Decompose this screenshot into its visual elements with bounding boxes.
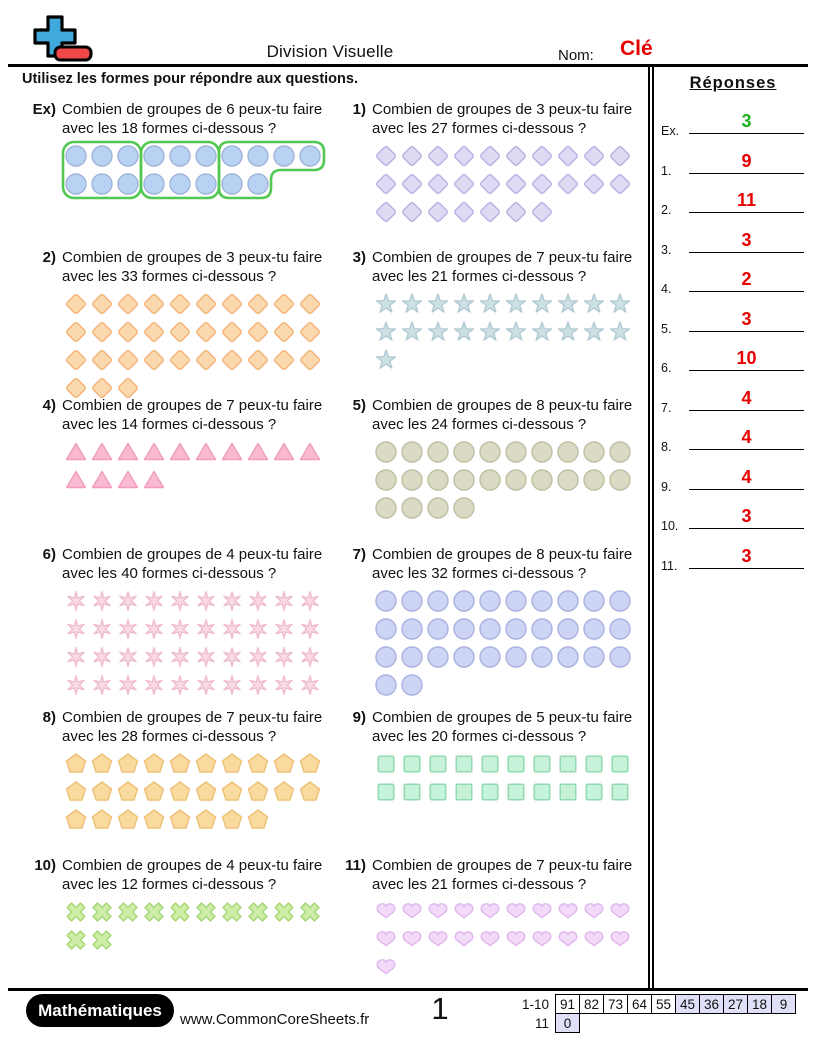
problem-number: 1) bbox=[352, 101, 366, 118]
question-line-2: avec les 21 formes ci-dessous ? bbox=[372, 876, 587, 893]
problem-block bbox=[28, 708, 340, 843]
question-line-1: Combien de groupes de 3 peux-tu faire bbox=[372, 101, 633, 118]
answer-line bbox=[689, 212, 804, 213]
answer-line bbox=[689, 133, 804, 134]
score-cell: 45 bbox=[676, 995, 700, 1014]
score-cell: 55 bbox=[652, 995, 676, 1014]
answer-row bbox=[656, 144, 810, 182]
question-line-1: Combien de groupes de 7 peux-tu faire bbox=[62, 709, 323, 726]
shape-grid bbox=[60, 288, 340, 411]
score-row bbox=[522, 995, 796, 1014]
question-line-2: avec les 18 formes ci-dessous ? bbox=[62, 120, 277, 137]
question-line-2: avec les 21 formes ci-dessous ? bbox=[372, 268, 587, 285]
shape-grid bbox=[370, 140, 650, 235]
score-cell: 9 bbox=[772, 995, 796, 1014]
answer-row bbox=[656, 341, 810, 379]
score-cell: 73 bbox=[604, 995, 628, 1014]
score-grid bbox=[522, 994, 796, 1033]
problem-number: Ex) bbox=[32, 101, 56, 118]
answer-row bbox=[656, 499, 810, 537]
problem-block bbox=[338, 248, 650, 383]
page-number: 1 bbox=[431, 991, 449, 1026]
shape-grid bbox=[60, 896, 340, 963]
math-plus-logo-icon bbox=[18, 14, 98, 66]
answer-line bbox=[689, 291, 804, 292]
answer-row bbox=[656, 302, 810, 340]
problem-block bbox=[28, 856, 340, 963]
shape-grid bbox=[60, 585, 340, 708]
problem-number: 8) bbox=[42, 709, 56, 726]
shape-grid bbox=[60, 436, 340, 503]
answer-value: 4 bbox=[741, 387, 752, 408]
score-cell: 18 bbox=[748, 995, 772, 1014]
question-line-1: Combien de groupes de 3 peux-tu faire bbox=[62, 249, 323, 266]
problem-number: 5) bbox=[352, 397, 366, 414]
score-row bbox=[522, 1014, 796, 1033]
name-label: Nom: bbox=[558, 47, 594, 64]
answer-value: 9 bbox=[741, 150, 752, 171]
score-cell: 27 bbox=[724, 995, 748, 1014]
instructions-text: Utilisez les formes pour répondre aux questions. bbox=[22, 71, 358, 87]
answer-row bbox=[656, 539, 810, 577]
shape-grid bbox=[370, 288, 650, 383]
answer-label: 1. bbox=[661, 163, 672, 178]
problem-block bbox=[338, 856, 650, 991]
problem-block bbox=[28, 248, 340, 411]
answer-value: 4 bbox=[741, 427, 752, 447]
problem-block bbox=[28, 100, 340, 207]
answer-row bbox=[656, 183, 810, 221]
question-line-1: Combien de groupes de 7 peux-tu faire bbox=[62, 397, 323, 414]
answer-line bbox=[689, 410, 804, 411]
problem-number: 7) bbox=[352, 546, 366, 563]
question-line-1: Combien de groupes de 5 peux-tu faire bbox=[372, 709, 633, 726]
answer-line bbox=[689, 568, 804, 569]
answer-value: 4 bbox=[741, 466, 752, 487]
question-line-2: avec les 14 formes ci-dessous ? bbox=[62, 416, 277, 433]
question-line-1: Combien de groupes de 7 peux-tu faire bbox=[372, 857, 633, 874]
answer-line bbox=[689, 449, 804, 450]
answer-row bbox=[656, 420, 810, 458]
question-line-2: avec les 27 formes ci-dessous ? bbox=[372, 120, 587, 137]
question-line-2: avec les 32 formes ci-dessous ? bbox=[372, 565, 587, 582]
score-cell: 0 bbox=[556, 1014, 580, 1033]
question-line-1: Combien de groupes de 8 peux-tu faire bbox=[372, 397, 633, 414]
problem-block bbox=[28, 396, 340, 503]
problem-block bbox=[338, 100, 650, 235]
problem-number: 10) bbox=[34, 857, 56, 874]
answers-divider bbox=[648, 67, 654, 988]
answer-row bbox=[656, 104, 810, 142]
shape-grid bbox=[370, 896, 650, 991]
problem-number: 9) bbox=[352, 709, 366, 726]
answer-value: 3 bbox=[741, 506, 752, 526]
answer-row bbox=[656, 262, 810, 300]
answer-line bbox=[689, 489, 804, 490]
brand-badge: Mathématiques bbox=[26, 994, 174, 1027]
answer-line bbox=[689, 173, 804, 174]
shape-grid bbox=[370, 585, 650, 708]
shape-grid bbox=[60, 748, 340, 843]
question-line-1: Combien de groupes de 6 peux-tu faire bbox=[62, 101, 323, 118]
name-value: Clé bbox=[620, 37, 653, 60]
answer-label: 9. bbox=[661, 479, 672, 494]
score-cell: 91 bbox=[556, 995, 580, 1014]
answer-label: 8. bbox=[661, 440, 672, 454]
answer-value: 3 bbox=[741, 111, 752, 131]
score-row-label: 1-10 bbox=[521, 996, 549, 1012]
answers-title: Réponses bbox=[689, 74, 777, 92]
answer-row bbox=[656, 460, 810, 498]
answer-value: 2 bbox=[741, 269, 752, 289]
footer-rule bbox=[8, 988, 808, 991]
problem-number: 2) bbox=[42, 249, 56, 266]
answer-line bbox=[689, 252, 804, 253]
problem-number: 6) bbox=[42, 546, 56, 563]
answer-value: 11 bbox=[736, 190, 757, 210]
answer-label: 4. bbox=[661, 282, 672, 296]
score-cell: 64 bbox=[628, 995, 652, 1014]
shape-grid bbox=[370, 748, 650, 815]
answer-label: Ex. bbox=[661, 124, 680, 138]
answer-label: 2. bbox=[661, 203, 672, 217]
score-cell: 82 bbox=[580, 995, 604, 1014]
answer-value: 3 bbox=[741, 545, 752, 566]
site-url: www.CommonCoreSheets.fr bbox=[180, 1011, 370, 1028]
problem-number: 3) bbox=[352, 249, 366, 266]
answer-label: 3. bbox=[661, 242, 672, 257]
answer-label: 6. bbox=[661, 361, 672, 375]
answer-label: 10. bbox=[661, 519, 679, 533]
shape-grid bbox=[370, 436, 650, 531]
answer-value: 10 bbox=[736, 348, 757, 368]
answer-line bbox=[689, 528, 804, 529]
answer-row bbox=[656, 223, 810, 261]
header-rule bbox=[8, 64, 808, 67]
problem-block bbox=[338, 396, 650, 531]
question-line-2: avec les 40 formes ci-dessous ? bbox=[62, 565, 277, 582]
question-line-2: avec les 12 formes ci-dessous ? bbox=[62, 876, 277, 893]
question-line-2: avec les 20 formes ci-dessous ? bbox=[372, 728, 587, 745]
score-row-label: 11 bbox=[534, 1015, 549, 1031]
problem-number: 4) bbox=[42, 397, 56, 414]
question-line-1: Combien de groupes de 8 peux-tu faire bbox=[372, 546, 633, 563]
page-title: Division Visuelle bbox=[266, 42, 394, 61]
question-line-1: Combien de groupes de 4 peux-tu faire bbox=[62, 857, 323, 874]
question-line-1: Combien de groupes de 7 peux-tu faire bbox=[372, 249, 633, 266]
shape-grid bbox=[60, 140, 340, 207]
answer-line bbox=[689, 331, 804, 332]
question-line-2: avec les 28 formes ci-dessous ? bbox=[62, 728, 277, 745]
question-line-2: avec les 24 formes ci-dessous ? bbox=[372, 416, 587, 433]
score-cell: 36 bbox=[700, 995, 724, 1014]
answer-label: 7. bbox=[661, 400, 672, 415]
problem-number: 11) bbox=[345, 857, 366, 874]
answer-value: 3 bbox=[741, 229, 752, 250]
answer-value: 3 bbox=[741, 308, 752, 329]
question-line-2: avec les 33 formes ci-dessous ? bbox=[62, 268, 277, 285]
answer-label: 5. bbox=[661, 321, 672, 336]
answer-row bbox=[656, 381, 810, 419]
answer-line bbox=[689, 370, 804, 371]
question-line-1: Combien de groupes de 4 peux-tu faire bbox=[62, 546, 323, 563]
problem-block bbox=[338, 545, 650, 708]
problem-block bbox=[338, 708, 650, 815]
problem-block bbox=[28, 545, 340, 708]
answer-label: 11. bbox=[661, 558, 678, 573]
